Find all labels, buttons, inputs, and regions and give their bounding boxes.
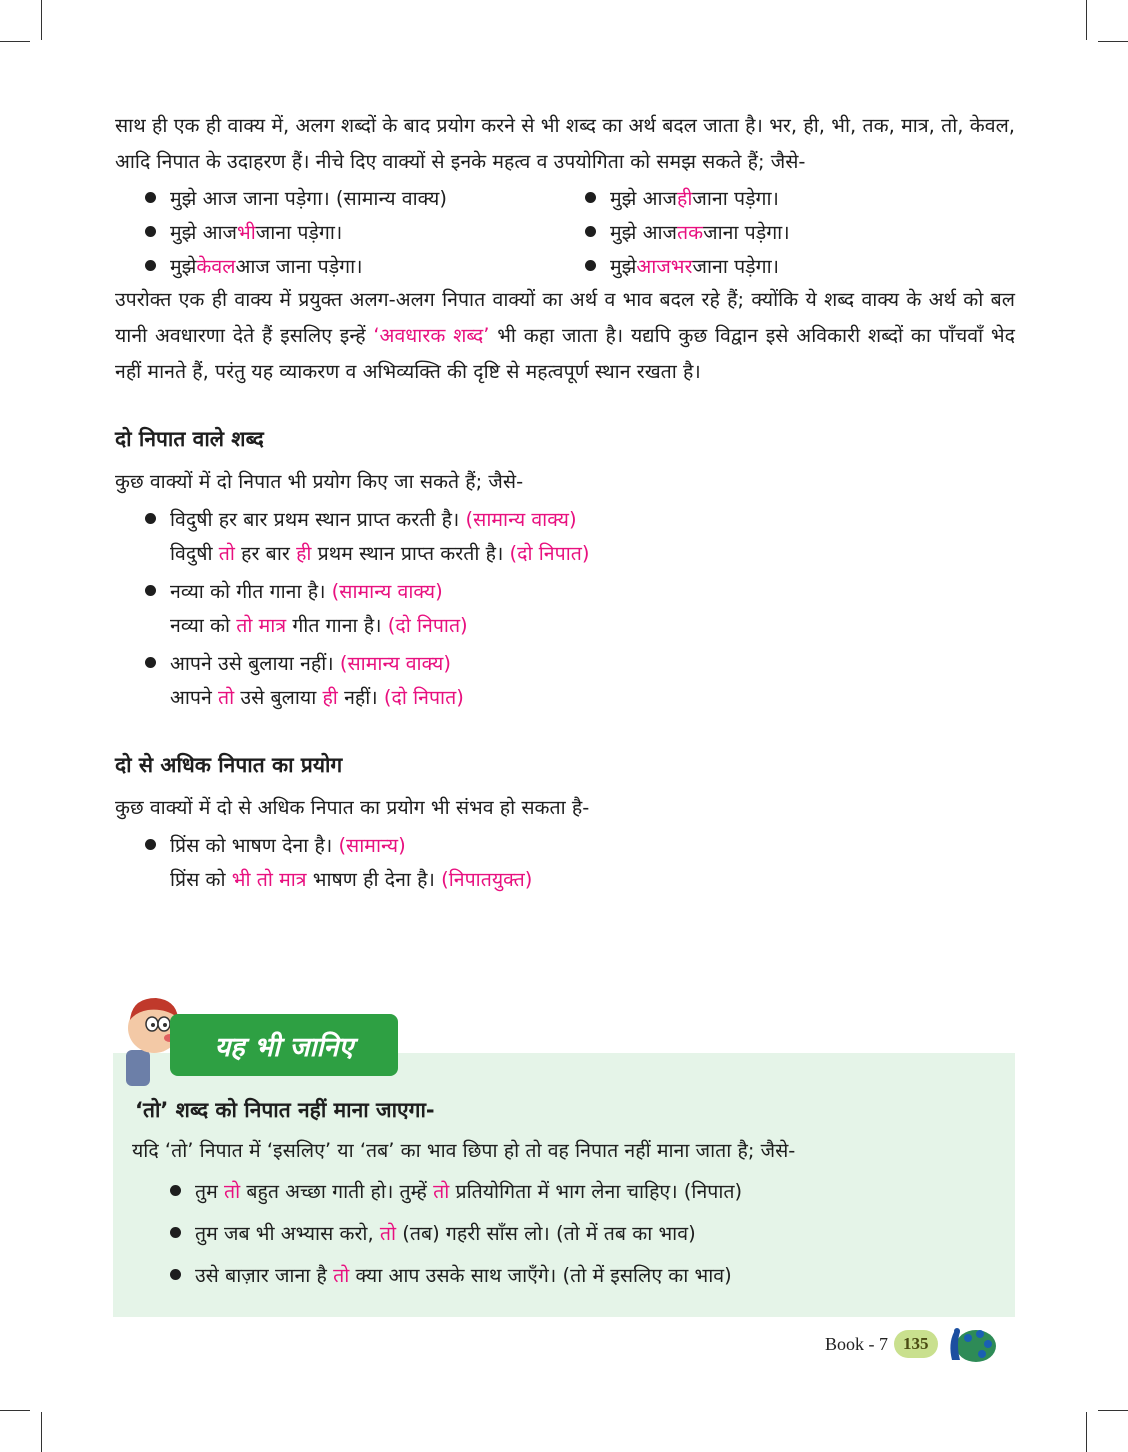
bullet-icon [145,839,156,850]
example-item: मुझे आज तक जाना पड़ेगा। [585,214,1045,248]
page-number: 135 [894,1330,938,1358]
examples-grid [145,180,1015,282]
list-subline: प्रिंस को भी तो मात्र भाषण ही देना है। (निपातयुक्त) [170,868,533,891]
example-list [145,500,1015,716]
section-heading: दो से अधिक निपात का प्रयोग [115,753,343,777]
crop-mark [1086,1412,1087,1452]
list-item: तुम तो बहुत अच्छा गाती हो। तुम्हें तो प्रतियोगिता में भाग लेना चाहिए। (निपात) [170,1169,1005,1211]
main-content [115,108,1015,898]
bullet-icon [145,226,156,237]
page-footer [825,1322,998,1366]
bullet-icon [145,657,156,668]
example-item: मुझे आज जाना पड़ेगा। (सामान्य वाक्य) [145,180,585,214]
list-subline: विदुषी तो हर बार ही प्रथम स्थान प्राप्त करती है। (दो निपात) [170,542,590,565]
bullet-icon [145,585,156,596]
list-item: नव्या को गीत गाना है। (सामान्य वाक्य) [145,572,1015,608]
list-item: आपने उसे बुलाया नहीं। (सामान्य वाक्य) [145,644,1015,680]
example-item: मुझे आज भी जाना पड़ेगा। [145,214,585,248]
example-item: मुझे केवल आज जाना पड़ेगा। [145,248,585,282]
bullet-icon [170,1227,181,1238]
info-box-lead: यदि ‘तो’ निपात में ‘इसलिए’ या ‘तब’ का भाव छिपा हो तो वह निपात नहीं माना जाता है; जैसे- [132,1139,796,1162]
bullet-icon [145,513,156,524]
info-box-heading: ‘तो’ शब्द को निपात नहीं माना जाएगा- [135,1098,435,1122]
list-subline: नव्या को तो मात्र गीत गाना है। (दो निपात) [170,614,468,637]
crop-mark [1086,0,1087,40]
book-label: Book - 7 [825,1333,888,1354]
bullet-icon [585,192,596,203]
list-subline: आपने तो उसे बुलाया ही नहीं। (दो निपात) [170,686,464,709]
bullet-icon [170,1185,181,1196]
explanation-paragraph: उपरोक्त एक ही वाक्य में प्रयुक्त अलग-अलग निपात वाक्यों का अर्थ व भाव बदल रहे हैं; क्योंकि ये शब्द वाक्य के अर्थ को बल यानी अवधारणा देते हैं इसलिए इन्हें ‘अवधारक शब्द’ भी कहा जाता है। यद्यपि कुछ विद्वान इसे अविकारी शब्दों का पाँचवाँ भेद नहीं मानते हैं, परंतु यह व्याकरण व अभिव्यक्ति की दृष्टि से महत्वपूर्ण स्थान रखता है। [115,288,1015,383]
list-item: तुम जब भी अभ्यास करो, तो (तब) गहरी साँस लो। (तो में तब का भाव) [170,1211,1005,1253]
crop-mark [41,0,42,40]
crop-mark [1098,41,1128,42]
bullet-icon [170,1269,181,1280]
example-list [145,826,1015,898]
crop-mark [0,41,30,42]
section-lead: कुछ वाक्यों में दो निपात भी प्रयोग किए जा सकते हैं; जैसे- [115,470,524,493]
list-item: विदुषी हर बार प्रथम स्थान प्राप्त करती है। (सामान्य वाक्य) [145,500,1015,536]
info-box-content [132,1095,1005,1295]
know-more-banner: यह भी जानिए [170,1014,398,1076]
bullet-icon [145,192,156,203]
crop-mark [1098,1410,1128,1411]
section-heading: दो निपात वाले शब्द [115,427,264,451]
bullet-icon [145,260,156,271]
example-item: मुझे आजभर जाना पड़ेगा। [585,248,1045,282]
crop-mark [41,1412,42,1452]
bullet-icon [585,226,596,237]
intro-paragraph: साथ ही एक ही वाक्य में, अलग शब्दों के बाद प्रयोग करने से भी शब्द का अर्थ बदल जाता है। भर, ही, भी, तक, मात्र, तो, केवल, आदि निपात के उदाहरण हैं। नीचे दिए वाक्यों से इनके महत्व व उपयोगिता को समझ सकते हैं; जैसे- [115,114,1015,173]
list-item: उसे बाज़ार जाना है तो क्या आप उसके साथ जाएँगे। (तो में इसलिए का भाव) [170,1253,1005,1295]
example-item: मुझे आज ही जाना पड़ेगा। [585,180,1045,214]
bullet-icon [585,260,596,271]
section-lead: कुछ वाक्यों में दो से अधिक निपात का प्रयोग भी संभव हो सकता है- [115,796,590,819]
crop-mark [0,1410,30,1411]
list-item: प्रिंस को भाषण देना है। (सामान्य) [145,826,1015,862]
peacock-icon [942,1322,998,1366]
